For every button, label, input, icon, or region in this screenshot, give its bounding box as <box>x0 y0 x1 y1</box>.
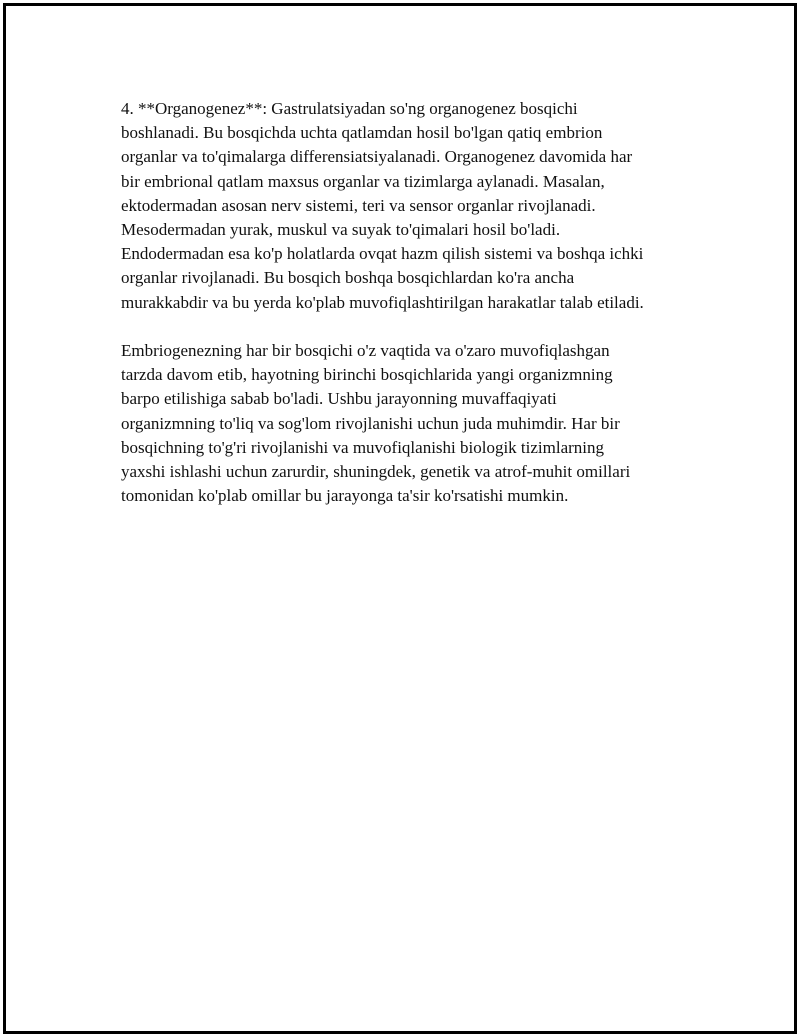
text-line: tomonidan ko'plab omillar bu jarayonga ta'sir ko'rsatishi mumkin. <box>121 486 569 506</box>
text-line: ektodermadan asosan nerv sistemi, teri va sensor organlar rivojlanadi. <box>121 195 596 215</box>
text-line: barpo etilishiga sabab bo'ladi. Ushbu jarayonning muvaffaqiyati <box>121 389 557 409</box>
text-line: Endodermadan esa ko'p holatlarda ovqat hazm qilish sistemi va boshqa ichki <box>121 244 644 264</box>
page-frame <box>3 3 797 1034</box>
text-line: yaxshi ishlashi uchun zarurdir, shuningdek, genetik va atrof-muhit omillari <box>121 462 631 482</box>
text-line: organizmning to'liq va sog'lom rivojlanishi uchun juda muhimdir. Har bir <box>121 413 620 433</box>
paragraph-embryogenesis-summary <box>121 339 711 508</box>
text-line: bir embrional qatlam maxsus organlar va tizimlarga aylanadi. Masalan, <box>121 171 605 191</box>
text-line: Embriogenezning har bir bosqichi o'z vaqtida va o'zaro muvofiqlashgan <box>121 341 610 361</box>
text-line: 4. **Organogenez**: Gastrulatsiyadan so'ng organogenez bosqichi <box>121 99 578 118</box>
text-line: murakkabdir va bu yerda ko'plab muvofiqlashtirilgan harakatlar talab etiladi. <box>121 292 644 312</box>
text-line: organlar va to'qimalarga differensiatsiyalanadi. Organogenez davomida har <box>121 147 633 167</box>
text-line: organlar rivojlanadi. Bu bosqich boshqa bosqichlardan ko'ra ancha <box>121 268 575 288</box>
text-line: tarzda davom etib, hayotning birinchi bosqichlarida yangi organizmning <box>121 365 613 385</box>
text-line: bosqichning to'g'ri rivojlanishi va muvofiqlanishi biologik tizimlarning <box>121 437 605 457</box>
text-line: boshlanadi. Bu bosqichda uchta qatlamdan hosil bo'lgan qatiq embrion <box>121 123 603 143</box>
paragraph-organogenesis <box>121 97 711 315</box>
document-body <box>121 97 711 508</box>
text-line: Mesodermadan yurak, muskul va suyak to'qimalari hosil bo'ladi. <box>121 220 561 240</box>
